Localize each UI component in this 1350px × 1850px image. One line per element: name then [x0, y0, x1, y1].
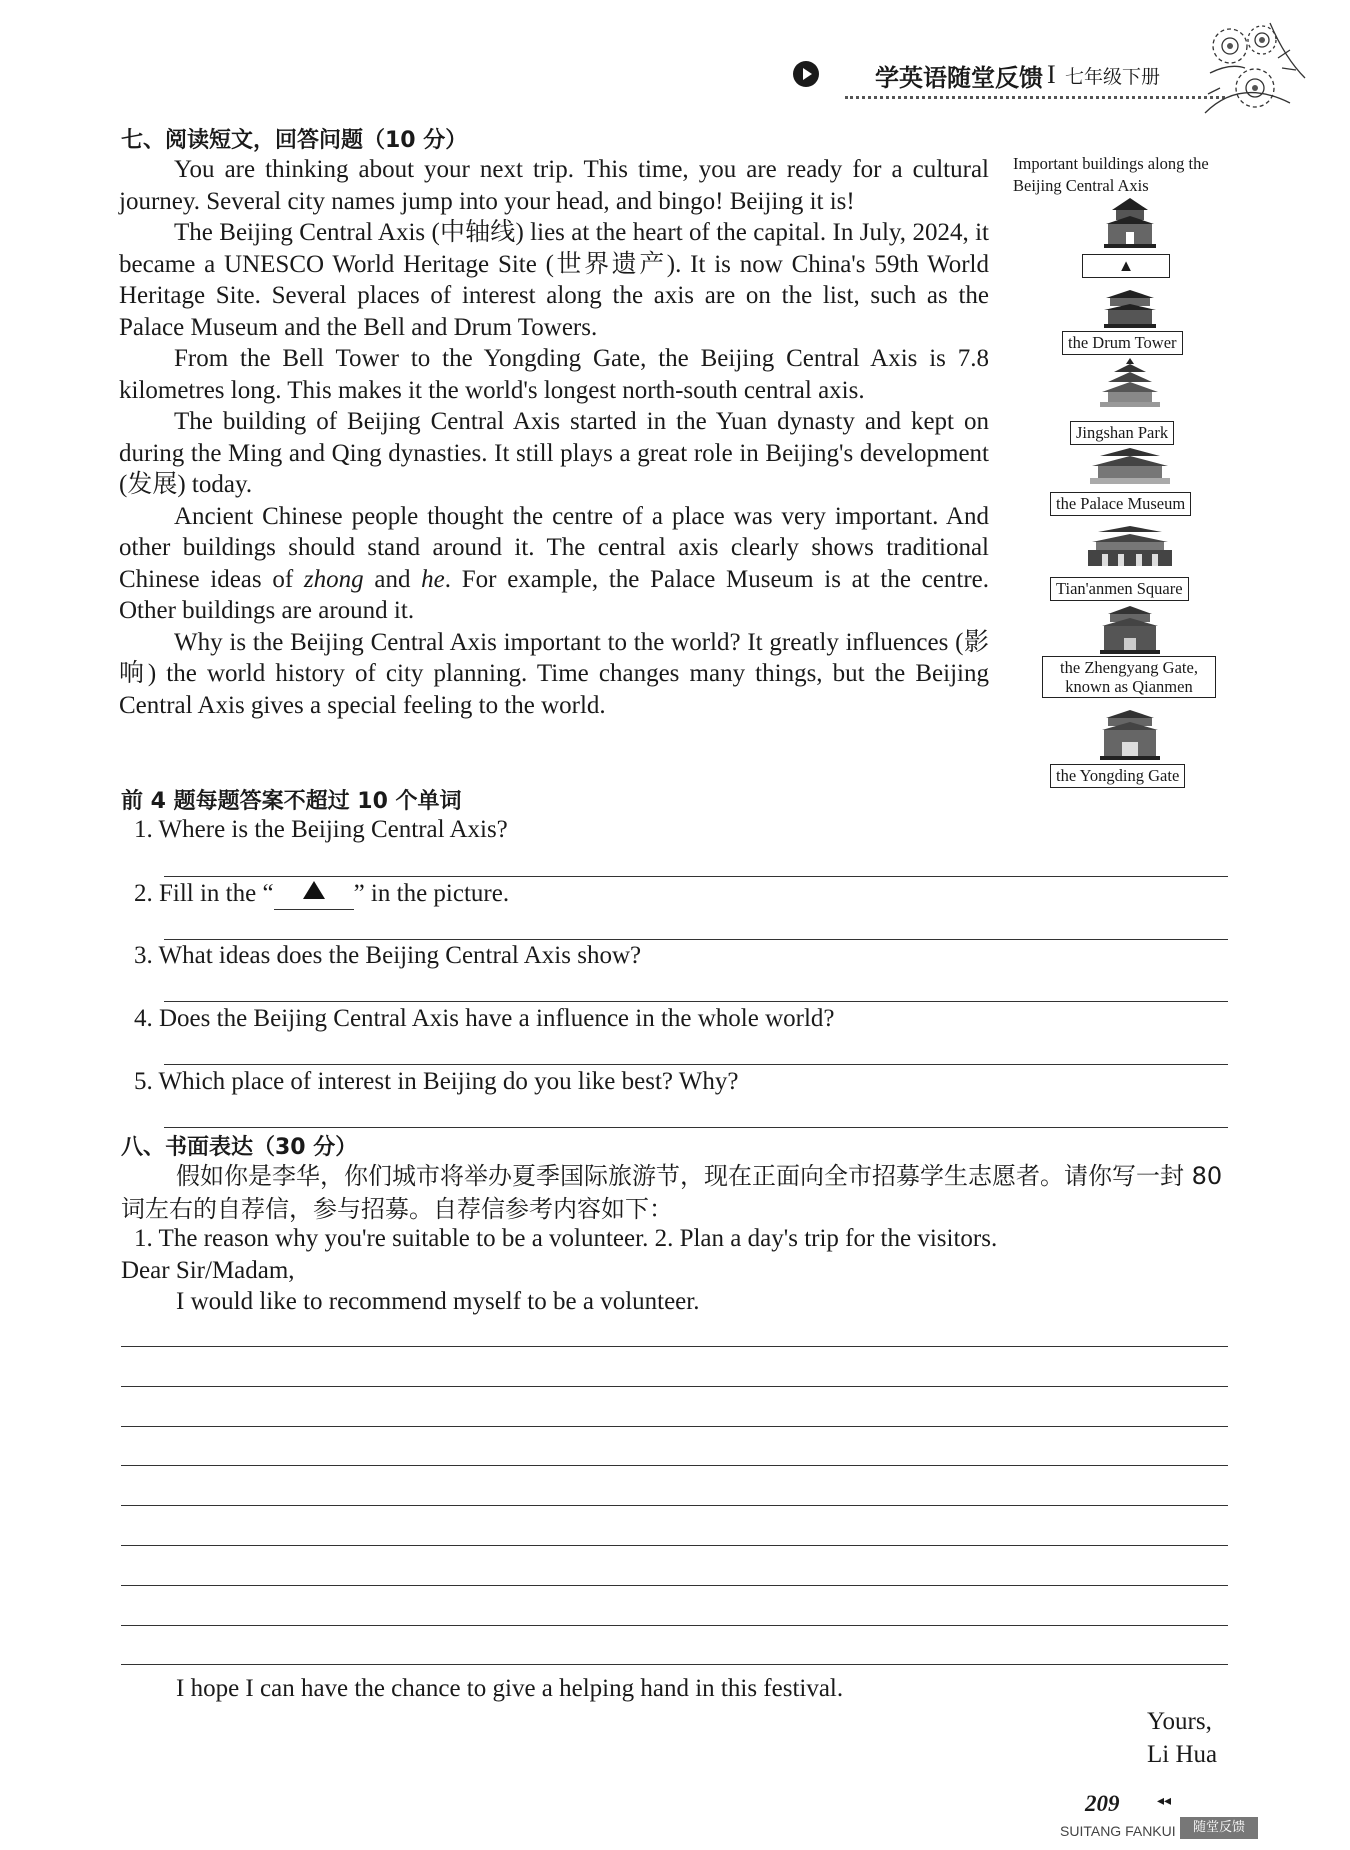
answer-line-3[interactable]	[164, 1001, 1228, 1002]
writing-prompt: 假如你是李华，你们城市将举办夏季国际旅游节，现在正面向全市招募学生志愿者。请你写一封 80 词左右的自荐信，参与招募。自荐信参考内容如下：	[121, 1162, 1223, 1223]
letter-opening: I would like to recommend myself to be a volunteer.	[176, 1288, 700, 1315]
question-2: 2. Fill in the “ ” in the picture.	[134, 879, 509, 910]
writing-line[interactable]	[121, 1505, 1228, 1506]
answer-line-4[interactable]	[164, 1064, 1228, 1065]
play-icon	[793, 61, 819, 87]
drum-tower-icon	[1102, 288, 1158, 328]
writing-line[interactable]	[121, 1585, 1228, 1586]
header-divider	[845, 96, 1225, 99]
letter-signature: Li Hua	[1147, 1741, 1218, 1768]
answer-line-5[interactable]	[164, 1127, 1228, 1128]
passage-paragraph: Why is the Beijing Central Axis important to the world? It greatly influences (影响) the world history of city planning. Time changes many things, but the Beijing Central Axis gives a special feeling to the world.	[119, 628, 989, 719]
figure-label-palace-museum: the Palace Museum	[1050, 492, 1191, 516]
zhengyang-gate-icon	[1096, 604, 1164, 654]
writing-task	[121, 1160, 1231, 1226]
writing-line[interactable]	[121, 1346, 1228, 1347]
question-5: 5. Which place of interest in Beijing do you like best? Why?	[134, 1068, 739, 1095]
passage-paragraph: The building of Beijing Central Axis started in the Yuan dynasty and kept on during the Ming and Qing dynasties. It still plays a great role in Beijing's development (发展) today.	[119, 408, 989, 498]
letter-closing: I hope I can have the chance to give a helping hand in this festival.	[176, 1675, 844, 1702]
reading-passage	[119, 154, 989, 721]
flower-decoration-icon	[1200, 18, 1310, 118]
section-7-heading: 七、阅读短文，回答问题（10 分）	[121, 128, 468, 153]
figure-caption: Important buildings along the Beijing Central Axis	[1013, 154, 1209, 195]
triangle-icon	[303, 881, 325, 899]
writing-line[interactable]	[121, 1625, 1228, 1626]
section-8-heading: 八、书面表达（30 分）	[121, 1135, 358, 1160]
passage-paragraph: You are thinking about your next trip. This time, you are ready for a cultural journey. Several city names jump into your head, and bingo! Beijing it is!	[119, 156, 989, 215]
title-separator: I	[1047, 60, 1056, 89]
figure-label-zhengyang-gate: the Zhengyang Gate, known as Qianmen	[1042, 656, 1216, 698]
bell-tower-icon	[1100, 196, 1160, 248]
writing-line[interactable]	[121, 1465, 1228, 1466]
answer-line-1[interactable]	[164, 876, 1228, 877]
answer-line-2[interactable]	[164, 939, 1228, 940]
pavilion-icon	[1098, 358, 1162, 408]
page-number: 209	[1085, 1791, 1120, 1816]
figure-label-jingshan-park: Jingshan Park	[1070, 421, 1174, 445]
central-axis-figure	[1030, 196, 1230, 796]
passage-paragraph: Ancient Chinese people thought the centre of a place was very important. And other buildings should stand around it. The central axis clearly shows traditional Chinese ideas of zhong and he. For example, the Palace Museum is at the centre. Other buildings are around it.	[119, 502, 989, 624]
passage-paragraph: The Beijing Central Axis (中轴线) lies at the heart of the capital. In July, 2024, it became a UNESCO World Heritage Site (世界遗产). It is now China's 59th World Heritage Site. Several places of interest along the axis are on the list, such as the Palace Museum and the Bell and Drum Towers.	[119, 219, 989, 341]
question-1: 1. Where is the Beijing Central Axis?	[134, 816, 508, 843]
questions-instruction: 前 4 题每题答案不超过 10 个单词	[121, 789, 462, 814]
book-title: 学英语随堂反馈	[875, 64, 1043, 92]
writing-line[interactable]	[121, 1664, 1228, 1665]
letter-salutation: Dear Sir/Madam,	[121, 1257, 295, 1284]
figure-label-drum-tower: the Drum Tower	[1062, 331, 1183, 355]
figure-label-yongding-gate: the Yongding Gate	[1050, 764, 1185, 788]
passage-paragraph: From the Bell Tower to the Yongding Gate, the Beijing Central Axis is 7.8 kilometres long. This makes it the world's longest north-south central axis.	[119, 345, 989, 404]
palace-icon	[1090, 446, 1170, 486]
writing-line[interactable]	[121, 1545, 1228, 1546]
question-3: 3. What ideas does the Beijing Central Axis show?	[134, 942, 642, 969]
writing-points: 1. The reason why you're suitable to be a volunteer. 2. Plan a day's trip for the visitors.	[134, 1225, 998, 1252]
blank-marker	[274, 879, 354, 910]
writing-line[interactable]	[121, 1386, 1228, 1387]
yongding-gate-icon	[1096, 708, 1164, 760]
figure-label-blank: ▲	[1082, 254, 1170, 278]
figure-label-tiananmen-square: Tian'anmen Square	[1050, 577, 1189, 601]
letter-signoff: Yours,	[1147, 1708, 1212, 1735]
writing-line[interactable]	[121, 1426, 1228, 1427]
double-arrow-icon: ◂◂	[1157, 1794, 1172, 1809]
grade-label: 七年级下册	[1065, 66, 1161, 88]
footer-brand: SUITANG FANKUI	[1060, 1823, 1176, 1839]
footer-tag: 随堂反馈	[1180, 1817, 1258, 1839]
question-4: 4. Does the Beijing Central Axis have a influence in the whole world?	[134, 1005, 835, 1032]
tiananmen-icon	[1088, 524, 1172, 568]
